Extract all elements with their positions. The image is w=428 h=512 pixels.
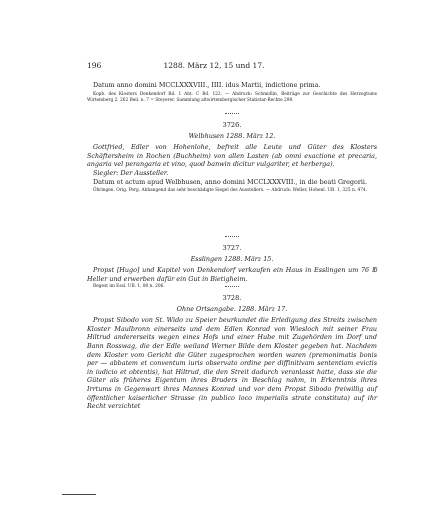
running-title: 1288. März 12, 15 und 17. xyxy=(163,61,265,70)
regest: Gottfried, Edler von Hohenlohe, befreit alle Leute und Güter des Klosters Schäftersheim in Rochen (Buchheim) von allen Lasten (ab omni exactione et precaria, angaria vel perangaria et vino, quod banwin dicitur vulgariter, et herberga). xyxy=(87,143,377,169)
separator xyxy=(87,286,377,287)
place-date: Welbhusen 1288. März 12. xyxy=(188,131,276,140)
datum-line: Datum anno domini MCCLXXXVIII., IIII. idus Martii, indictione prima. xyxy=(93,81,321,89)
document-number: 3728. xyxy=(222,294,242,302)
page-header xyxy=(0,61,428,73)
source-note: Regest im Essl. UB. 1, 80 n. 206. xyxy=(93,284,165,290)
page-number: 196 xyxy=(87,61,102,70)
place-date: Ohne Ortsangabe. 1288. März 17. xyxy=(176,304,288,313)
document-3726 xyxy=(87,121,377,194)
separator xyxy=(87,236,377,237)
place-date: Esslingen 1288. März 15. xyxy=(190,254,274,263)
continuation-block xyxy=(87,81,377,104)
document-number: 3726. xyxy=(222,121,242,129)
source-note: Kopb. des Klosters Denkendorf Bd. 1 Abt. C Bd. 122. — Abdruck: Schmidlin, Beiträge zur Geschichte des Herzogtums Wirtemberg 2, 262 Beil. n. 7 = Steyerer, Sammlung altwirtembergischer Statistar-Rechte 298. xyxy=(87,91,377,103)
datum-line: Datum et actum apud Welbhusen, anno domini MCCLXXXVIII., in die beati Gregorii. xyxy=(93,177,368,186)
document-3728 xyxy=(87,294,377,411)
siegler: Siegler: Der Aussteller. xyxy=(93,168,169,177)
separator xyxy=(87,113,377,114)
document-number: 3727. xyxy=(222,244,242,252)
footer-rule xyxy=(62,494,96,495)
source-note: Öhringen. Orig. Perg. Abhangend das sehr beschädigte Siegel des Ausstellers. — Abdruck: Weller, Hohenl. UB. 1, 325 n. 474. xyxy=(93,188,368,194)
regest: Propst [Hugo] und Kapitel von Denkendorf verkaufen ein Haus in Esslingen um 76 ℔ Heller und erwerben dafür ein Gut in Bietigheim. xyxy=(87,266,377,283)
regest: Propst Sibodo von St. Wido zu Speier beurkundet die Erledigung des Streits zwischen Kloster Maulbronn einerseits und dem Edlen Konrad von Wiesloch mit seiner Frau Hiltrud andererseits wegen eines Hofs und einer Hube mit Zugehörden im Dorf und Bann Rosswag, die der Edle weiland Werner Bilde dem Kloster gegeben hat. Nachdem dem Kloster vom Gericht die Güter zugesprochen worden waren (premonimatis bonis per — abbatem et conventum iuris observato ordine per diffinitivam sententiam evictis in iudicio et obtentis), hat Hiltrud, die den Streit dadurch veranlasst hatte, dass sie die Güter als früheres Eigentum ihres Bruders in Beschlag nahm, in Erkenntnis ihres Irrtums in Gegenwart ihres Mannes Konrad und vor dem Propst Sibodo freiwillig auf öffentlicher kaiserlicher Strasse (in publico loco imperialis strate constituta) auf ihr Recht verzichtet xyxy=(87,316,377,411)
document-3727 xyxy=(87,244,377,291)
